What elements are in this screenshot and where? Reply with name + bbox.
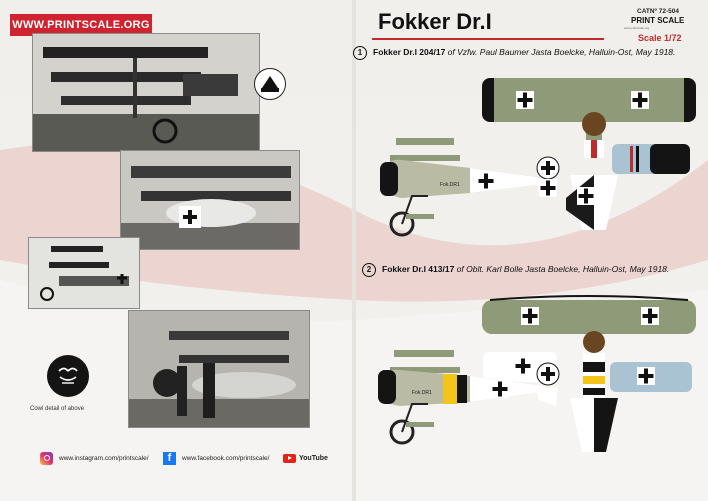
youtube-label: YouTube xyxy=(299,454,328,462)
catalog-number: CATNº 72-504 xyxy=(637,8,679,15)
sheet-title: Fokker Dr.I xyxy=(378,9,492,34)
facebook-url: www.facebook.com/printscale/ xyxy=(182,454,270,462)
version-1-model: Fokker Dr.I 204/17 xyxy=(373,47,446,57)
v1-top-view xyxy=(482,78,696,230)
brand-name: PRINT SCALE xyxy=(631,16,685,25)
scale-label: Scale 1/72 xyxy=(638,33,682,43)
brand-subline: www.printscale.org xyxy=(624,26,650,30)
version-2-details: of Oblt. Karl Bolle Jasta Boelcke, Halluin-Ost, May 1918. xyxy=(456,264,670,274)
facebook-icon: f xyxy=(163,452,176,465)
version-2-model: Fokker Dr.I 413/17 xyxy=(382,264,455,274)
v2-serial: Fok.DR1 xyxy=(412,390,432,396)
cowl-caption: Cowl detail of above xyxy=(30,406,85,412)
v1-side-view xyxy=(380,138,559,235)
v2-top-view xyxy=(482,296,696,452)
version-2-number: 2 xyxy=(362,263,376,277)
instagram-url: www.instagram.com/printscale/ xyxy=(59,454,149,462)
website-banner[interactable]: WWW.PRINTSCALE.ORG xyxy=(10,14,152,36)
v1-serial: Fok.DR1 xyxy=(440,182,460,188)
version-1-number: 1 xyxy=(353,46,367,60)
version-1-details: of Vzfw. Paul Baumer Jasta Boelcke, Halluin-Ost, May 1918. xyxy=(447,47,676,57)
